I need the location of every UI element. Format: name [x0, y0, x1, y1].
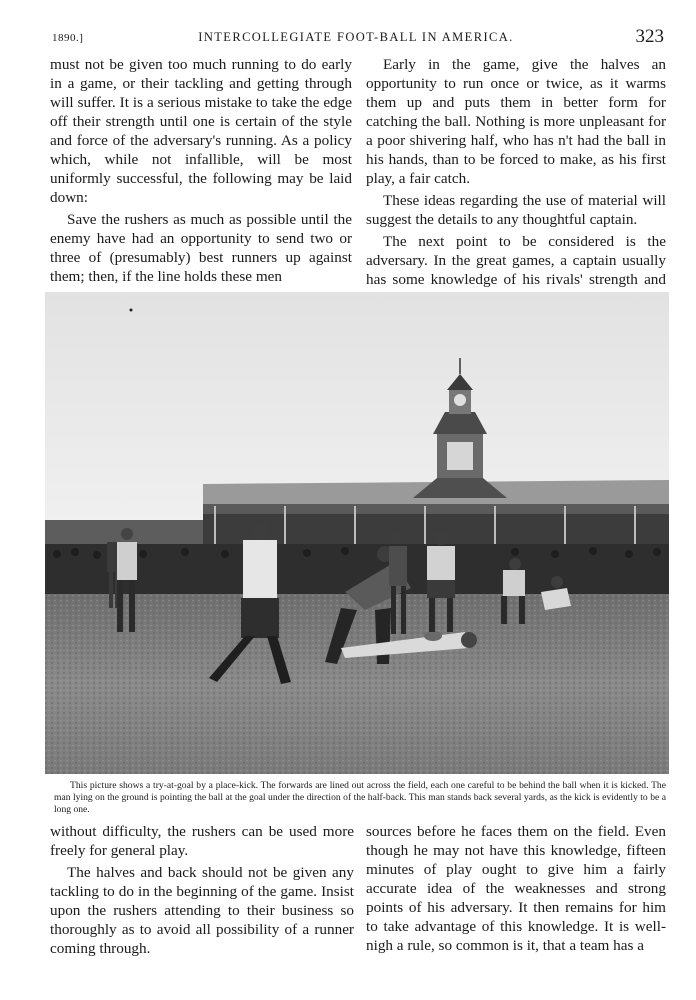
paragraph: Save the rushers as much as possible until the enemy have had an opportunity to send two or three of (presumably) best runners up against them; then, if the line holds these men	[50, 211, 352, 285]
header-year: 1890.]	[52, 32, 84, 44]
photo-illustration	[45, 292, 669, 774]
bottom-right-column	[366, 822, 666, 955]
paragraph: sources before he faces them on the field. Even though he may not have this knowledge, fifteen minutes of play ought to give him a fairly accurate idea of the weaknesses and strong points of his adversary. It then remains for him to take advantage of this knowledge. It is well-nigh a rule, so common is it, that a team has a	[366, 823, 666, 954]
paragraph: Early in the game, give the halves an opportunity to run once or twice, as it warms them up and puts them in better form for catching the ball. Nothing is more unpleasant for a poor shivering half, who has n't had the ball in his hands, than to be forced to make, as his first play, a fair catch.	[366, 56, 666, 187]
paragraph: These ideas regarding the use of material will suggest the details to any thoughtful captain.	[366, 192, 666, 228]
header-title: INTERCOLLEGIATE FOOT-BALL IN AMERICA.	[198, 30, 514, 44]
paragraph: must not be given too much running to do early in a game, or their tackling and getting through will suffer. It is a serious mistake to take the edge off their strength until one is certain of the style and force of the adversary's running. As a policy which, while not infallible, will be most uniformly successful, the following may be laid down:	[50, 56, 352, 206]
paragraph: The halves and back should not be given any tackling to do in the beginning of the game. Insist upon the rushers attending to their business so thoroughly as to avoid all possibility of a runner coming through.	[50, 864, 354, 957]
bottom-left-column	[50, 822, 354, 958]
football-photograph	[45, 292, 669, 774]
running-header	[46, 28, 666, 50]
page-number: 323	[635, 26, 664, 47]
paragraph: The next point to be considered is the adversary. In the great games, a captain usually has some knowledge of his rivals' strength and	[366, 233, 666, 288]
paragraph: without difficulty, the rushers can be used more freely for general play.	[50, 823, 354, 859]
top-left-column	[50, 55, 352, 286]
top-right-column	[366, 55, 666, 308]
photo-caption: This picture shows a try-at-goal by a place-kick. The forwards are lined out across the field, each one careful to be behind the ball when it is kicked. The man lying on the ground is pointing the ball at the goal under the direction of the half-back. This man stands back several yards, as the kick is evidently to be a long one.	[54, 780, 666, 815]
